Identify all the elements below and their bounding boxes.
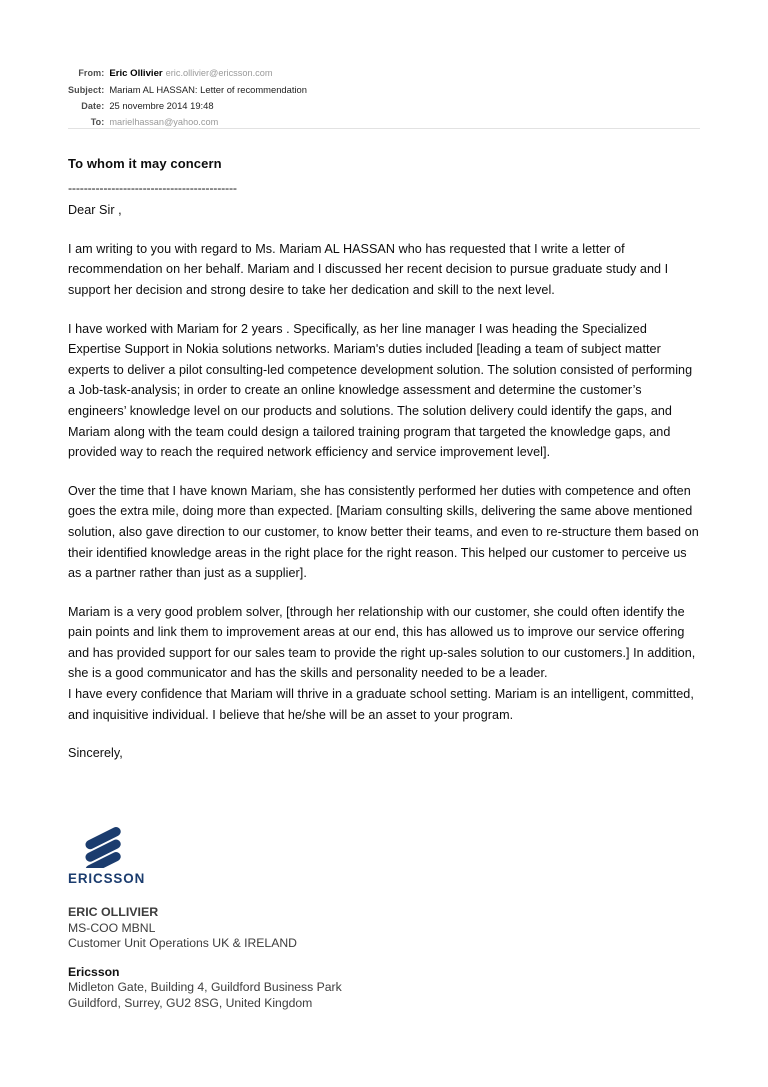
signature-logo-block xyxy=(68,824,568,886)
to-label: To: xyxy=(90,116,105,127)
ericsson-wordmark: ERICSSON xyxy=(68,871,146,886)
email-header xyxy=(68,66,700,131)
subject-value: Mariam AL HASSAN: Letter of recommendation xyxy=(109,83,307,95)
email-header-fields xyxy=(68,66,307,131)
from-value xyxy=(109,66,307,83)
letter-paragraph-2: I have worked with Mariam for 2 years . Specifically, as her line manager I was heading the Specialized Expertise Support in Nokia solutions networks. Mariam's duties included [leading a team of subject matter experts to deliver a pilot consulting-led competence development solution. The solution consisted of performing a Job-task-analysis; in order to create an online knowledge assessment and determine the customer’s engineers’ knowledge level on our products and solutions. The solution delivery could identify the gaps, and Mariam along with the team could design a tailored training program that targeted the knowledge gaps, and provided way to reach the required network efficiency and service improvement level]. xyxy=(68,321,693,460)
signature-details xyxy=(68,905,568,1012)
letter-closing: Sincerely, xyxy=(68,746,123,761)
ericsson-bars-icon xyxy=(84,824,130,868)
company-name: Ericsson xyxy=(68,964,120,979)
company-address-line-1: Midleton Gate, Building 4, Guildford Business Park xyxy=(68,980,342,995)
from-sender-name: Eric Ollivier xyxy=(109,68,163,79)
header-row-from xyxy=(68,66,307,83)
date-value: 25 novembre 2014 19:48 xyxy=(109,99,214,111)
signer-title: MS-COO MBNL xyxy=(68,920,156,935)
header-row-date xyxy=(68,99,307,115)
to-value[interactable]: marielhassan@yahoo.com xyxy=(109,116,219,127)
signer-name: ERIC OLLIVIER xyxy=(68,905,159,919)
letter-body xyxy=(68,154,702,764)
signer-unit: Customer Unit Operations UK & IRELAND xyxy=(68,936,297,951)
dashed-divider: ------------------------------------------- xyxy=(68,180,237,195)
letter-paragraph-1: I am writing to you with regard to Ms. Mariam AL HASSAN who has requested that I write a letter of recommendation on her behalf. Mariam and I discussed her recent decision to pursue graduate study and I support her decision and strong desire to take her dedication and skill to the next level. xyxy=(68,241,669,297)
letter-salutation: Dear Sir , xyxy=(68,203,122,218)
ericsson-logo xyxy=(68,824,146,886)
header-row-subject xyxy=(68,83,307,99)
letter-title: To whom it may concern xyxy=(68,156,222,171)
subject-label: Subject: xyxy=(68,84,105,95)
header-divider-rule xyxy=(68,128,700,129)
company-address-line-2: Guildford, Surrey, GU2 8SG, United Kingdom xyxy=(68,995,313,1010)
letter-paragraph-4: Mariam is a very good problem solver, [through her relationship with our customer, she could often identify the pain points and link them to improvement areas at our end, this has allowed us to improve our service offering and has provided support for our sales team to provide the right up-sales solution to our customers.] In addition, she is a good communicator and has the skills and personality needed to be a leader. xyxy=(68,604,696,681)
signature-spacer xyxy=(68,952,568,965)
letter-paragraph-3: Over the time that I have known Mariam, she has consistently performed her duties with competence and often goes the extra mile, doing more than expected. [Mariam consulting skills, delivering the same above mentioned solution, also gave direction to our customer, to know better their teams, and even to re-structure them based on their identified knowledge areas in the right place for the right reason. This helped our customer to perceive us as a partner rather than just as a supplier]. xyxy=(68,483,699,581)
from-label: From: xyxy=(78,68,105,78)
date-label: Date: xyxy=(81,100,105,111)
letter-paragraph-5: I have every confidence that Mariam will thrive in a graduate school setting. Mariam is an intelligent, committed, and inquisitive individual. I believe that he/she will be an asset to your program. xyxy=(68,687,694,722)
from-sender-email[interactable]: eric.ollivier@ericsson.com xyxy=(165,68,273,78)
